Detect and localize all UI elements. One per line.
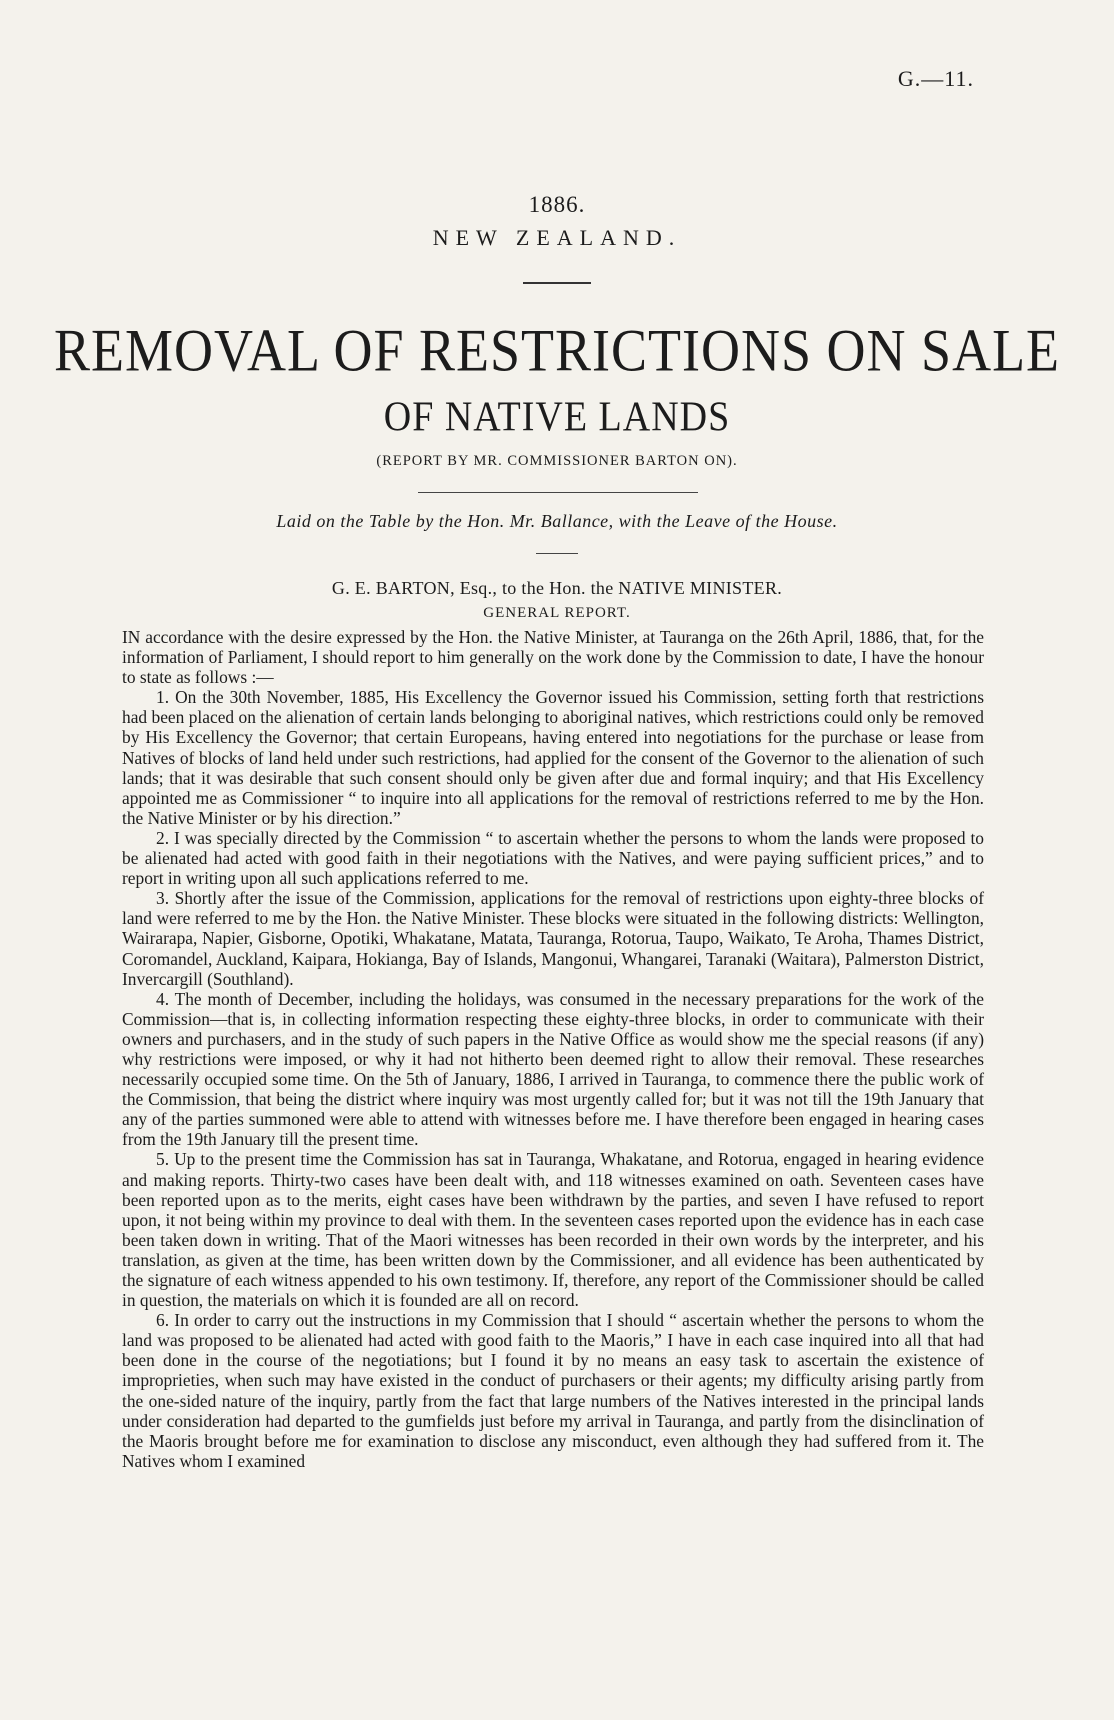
laid-on-table-note: Laid on the Table by the Hon. Mr. Ballance, with the Leave of the House. <box>276 511 838 531</box>
report-title: GENERAL REPORT. <box>483 605 631 621</box>
page-reference: G.—11. <box>897 66 974 91</box>
report-body <box>122 627 984 1471</box>
document-subtitle: (REPORT BY MR. COMMISSIONER BARTON ON). <box>376 453 738 469</box>
letter-address: G. E. BARTON, Esq., to the Hon. the NATIVE MINISTER. <box>331 578 783 598</box>
divider <box>523 282 591 284</box>
paragraph-2: 2. I was specially directed by the Commission “ to ascertain whether the persons to whom the lands were proposed to be alienated had acted with good faith in their negotiations with the Natives, and were paying sufficient prices,” and to report in writing upon all such applications referred to me. <box>122 827 984 889</box>
document-title-line-1: REMOVAL OF RESTRICTIONS ON SALE <box>53 316 1061 384</box>
paragraph-1: 1. On the 30th November, 1885, His Excellency the Governor issued his Commission, setting forth that restrictions had been placed on the alienation of certain lands belonging to aboriginal natives, which restrictions could only be removed by His Excellency the Governor; that certain Europeans, having entered into negotiations for the purchase or lease from Natives of blocks of land held under such restrictions, had applied for the consent of the Governor to the alienation of such lands; that it was desirable that such consent should only be given after due and formal inquiry; and that His Excellency appointed me as Commissioner “ to inquire into all applications for the removal of restrictions referred to me by the Hon. the Native Minister or by his direction.” <box>122 687 984 828</box>
country-heading: NEW ZEALAND. <box>432 225 682 250</box>
paragraph-3: 3. Shortly after the issue of the Commission, applications for the removal of restrictions upon eighty-three blocks of land were referred to me by the Hon. the Native Minister. These blocks were situated in the following districts: Wellington, Wairarapa, Napier, Gisborne, Opotiki, Whakatane, Matata, Tauranga, Rotorua, Taupo, Waikato, Te Aroha, Thames District, Coromandel, Auckland, Kaipara, Hokianga, Bay of Islands, Mangonui, Whangarei, Taranaki (Waitara), Palmerston District, Invercargill (Southland). <box>122 888 984 989</box>
paragraph-6: 6. In order to carry out the instructions in my Commission that I should “ ascertain whether the persons to whom the land was proposed to be alienated had acted with good faith to the Maoris,” I have in each case inquired into all that had been done in the course of the negotiations; but I found it by no means an easy task to ascertain the existence of improprieties, when such may have existed in the conduct of purchasers or their agents; my difficulty arising partly from the one-sided nature of the inquiry, partly from the fact that large numbers of the Natives interested in the principal lands under consideration had departed to the gumfields just before my arrival in Tauranga, and partly from the disinclination of the Maoris brought before me for examination to disclose any misconduct, even although they had suffered from it. The Natives whom I examined <box>122 1310 984 1471</box>
paragraph-4: 4. The month of December, including the holidays, was consumed in the necessary preparations for the work of the Commission—that is, in collecting information respecting these eighty-three blocks, in order to communicate with their owners and purchasers, and in the study of such papers in the Native Office as would show me the special reasons (if any) why restrictions were imposed, or why it had not hitherto been deemed right to allow their removal. These researches necessarily occupied some time. On the 5th of January, 1886, I arrived in Tauranga, to commence there the public work of the Commission, that being the district where inquiry was most urgently called for; but it was not till the 19th January that any of the parties summoned were able to attend with witnesses before me. I have therefore been engaged in hearing cases from the 19th January till the present time. <box>122 988 984 1150</box>
paragraph-5: 5. Up to the present time the Commission has sat in Tauranga, Whakatane, and Rotorua, engaged in hearing evidence and making reports. Thirty-two cases have been dealt with, and 118 witnesses examined on oath. Seventeen cases have been reported upon as to the merits, eight cases have been withdrawn by the parties, and seven I have refused to report upon, it not being within my province to deal with them. In the seventeen cases reported upon the evidence has in each case been taken down in writing. That of the Maori witnesses has been recorded in their own words by the interpreter, and his translation, as given at the time, has been written down by the Commissioner, and all evidence has been authenticated by the signature of each witness appended to his own testimony. If, therefore, any report of the Commissioner should be called in question, the materials on which it is founded are all on record. <box>122 1149 984 1311</box>
paragraph-intro: IN accordance with the desire expressed by the Hon. the Native Minister, at Tauranga on the 26th April, 1886, that, for the information of Parliament, I should report to him generally on the work done by the Commission to date, I have the honour to state as follows :— <box>122 627 984 688</box>
divider <box>536 553 578 554</box>
document-title-line-2: OF NATIVE LANDS <box>383 393 731 441</box>
divider <box>418 492 698 493</box>
year-heading: 1886. <box>528 192 586 217</box>
